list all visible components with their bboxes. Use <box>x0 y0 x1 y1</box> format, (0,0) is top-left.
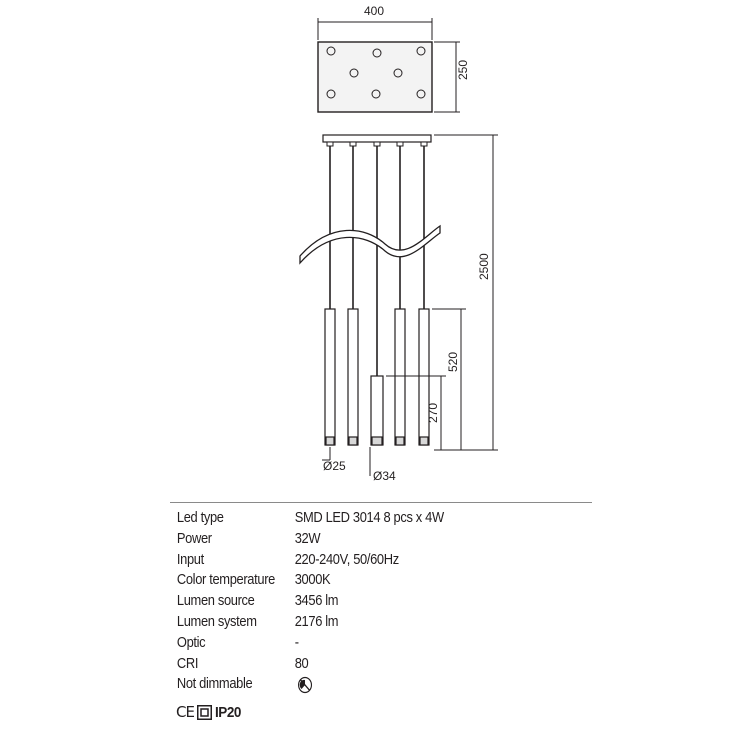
spec-row-cri <box>170 654 533 675</box>
depth-dimension-label: 250 <box>456 59 470 80</box>
small-diameter-label: Ø25 <box>323 459 346 473</box>
width-dimension-line <box>318 18 432 40</box>
spec-row-optic <box>170 633 533 654</box>
spec-label: Power <box>176 529 212 547</box>
tube-4 <box>395 309 405 445</box>
spec-row-power <box>170 529 533 550</box>
spec-row-color-temperature <box>170 570 533 591</box>
tube-2 <box>348 309 358 445</box>
spec-value: - <box>294 633 299 651</box>
spec-label: Color temperature <box>176 571 276 589</box>
certification-marks <box>176 702 244 722</box>
ip-rating: IP20 <box>214 703 241 721</box>
height-dimension-line <box>434 135 498 450</box>
ce-mark-icon: CE <box>176 703 194 721</box>
spec-label: Lumen source <box>176 592 255 610</box>
canopy-side-view <box>323 135 431 142</box>
long-tube-dimension-line <box>432 309 466 450</box>
specifications-table <box>170 502 592 695</box>
spec-label: Lumen system <box>176 612 257 630</box>
large-diameter-label: Ø34 <box>373 469 396 483</box>
spec-label: Led type <box>176 509 224 526</box>
spec-row-dimming <box>170 674 533 695</box>
spec-value: 220-240V, 50/60Hz <box>294 550 399 568</box>
width-dimension-label: 400 <box>364 4 385 18</box>
spec-value: 32W <box>294 529 321 547</box>
long-tube-dimension-label: 520 <box>446 351 460 372</box>
spec-label: CRI <box>176 654 199 672</box>
length-break-symbol <box>300 226 440 263</box>
spec-value: 3456 lm <box>294 592 339 610</box>
spec-label: Input <box>176 550 204 568</box>
height-dimension-label: 2500 <box>477 253 491 280</box>
tube-1 <box>325 309 335 445</box>
tube-3 <box>371 376 383 445</box>
spec-value: 3000K <box>294 571 331 589</box>
not-dimmable-icon <box>297 676 312 694</box>
short-tube-dimension-label: 270 <box>426 402 440 423</box>
class-ii-icon <box>197 705 212 720</box>
tube-5 <box>419 309 429 445</box>
spec-label: Optic <box>176 633 206 651</box>
spec-row-led-type <box>170 508 533 529</box>
spec-row-lumen-source <box>170 591 533 612</box>
spec-label: Not dimmable <box>176 675 253 693</box>
spec-row-lumen-system <box>170 612 533 633</box>
spec-value: SMD LED 3014 8 pcs x 4W <box>294 509 444 526</box>
suspension-cables <box>330 142 424 376</box>
spec-value: 80 <box>294 654 309 672</box>
spec-row-input <box>170 550 533 571</box>
spec-value: 2176 lm <box>294 612 339 630</box>
